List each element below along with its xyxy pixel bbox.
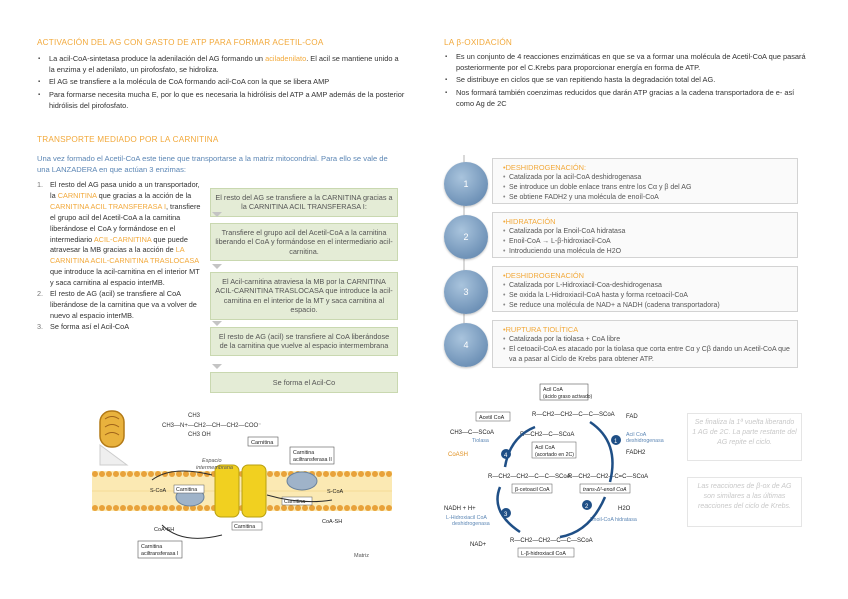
svg-text:Carnitina: Carnitina xyxy=(141,544,163,550)
svg-text:S-CoA: S-CoA xyxy=(327,489,344,495)
transport-step-3: 3. Se forma así el Acil-CoA xyxy=(37,321,130,331)
svg-text:R—CH2—CH2—C—C—SCoA: R—CH2—CH2—C—C—SCoA xyxy=(510,538,593,544)
step-3-circle: 3 xyxy=(444,270,488,314)
svg-text:CoASH: CoASH xyxy=(448,452,469,458)
beta-bullet-2: ▪ Se distribuye en ciclos que se van repitiendo hasta la degradación total del AG. xyxy=(444,75,806,86)
svg-text:Acil CoA: Acil CoA xyxy=(626,432,647,438)
flow-box-3: El Acil-carnitina atraviesa la MB por la CARNITINA ACIL-CARNITINA TRASLOCASA que introduce la acil-carnitina en el interior de la MT y saca carnitina al espacio. xyxy=(210,272,398,320)
svg-text:Acil CoA: Acil CoA xyxy=(535,445,555,451)
svg-text:R—CH2—CH2—C—C—SCoA: R—CH2—CH2—C—C—SCoA xyxy=(488,474,571,480)
beta-list xyxy=(444,52,806,112)
svg-text:3: 3 xyxy=(504,512,508,518)
svg-text:R—CH2—C—SCoA: R—CH2—C—SCoA xyxy=(520,432,575,438)
svg-text:NADH + H+: NADH + H+ xyxy=(444,506,476,512)
beta-oxidation-diagram xyxy=(440,382,680,562)
svg-text:Acetil CoA: Acetil CoA xyxy=(479,415,505,421)
svg-text:CH3 OH: CH3 OH xyxy=(188,432,211,438)
flow-arrow-2 xyxy=(212,264,222,269)
svg-text:(ácido graso activado): (ácido graso activado) xyxy=(543,394,593,400)
flow-arrow-3 xyxy=(212,321,222,326)
svg-text:4: 4 xyxy=(504,453,508,459)
svg-text:CH3—N+—CH2—CH—CH2—COO⁻: CH3—N+—CH2—CH—CH2—COO⁻ xyxy=(162,423,262,429)
step-3-box: •DESHIDROGENACIÓN • Catalizada por L-Hidroxiacil-Coa-deshidrogenasa • Se oxida la L-Hidroxiacil-CoA hasta y forma rcetoacil-CoA • Se reduce una molécula de NAD+ a NADH (cadena transportadora) xyxy=(492,266,798,312)
svg-text:CoA-SH: CoA-SH xyxy=(322,519,343,525)
svg-text:Acil CoA: Acil CoA xyxy=(543,387,563,393)
svg-text:CH3—C—SCoA: CH3—C—SCoA xyxy=(450,430,495,436)
beta-bullet-1: ▪ Es un conjunto de 4 reacciones enzimáticas en que se va a formar una molécula de Acetil-CoA que pasará posteriormente por el C.Krebs para proporcionar energía en forma de ATP. xyxy=(444,52,806,73)
svg-text:aciltransferasa II: aciltransferasa II xyxy=(293,457,332,463)
mitochondrion-icon xyxy=(100,411,127,465)
svg-text:(acortado en 2C): (acortado en 2C) xyxy=(535,452,574,458)
svg-text:Carnitina: Carnitina xyxy=(251,440,274,446)
step-4-circle: 4 xyxy=(444,323,488,367)
svg-text:L-β-hidroxiacil CoA: L-β-hidroxiacil CoA xyxy=(521,551,566,557)
svg-text:Enoil-CoA hidratasa: Enoil-CoA hidratasa xyxy=(590,517,637,523)
step-4-title: •RUPTURA TIOLÍTICA xyxy=(503,325,579,334)
step-3-title: •DESHIDROGENACIÓN xyxy=(503,271,585,280)
step-number: 2. xyxy=(37,289,44,299)
transport-step-2: 2. El resto de AG (acil) se transfiere al CoA liberándose de la carnitina que va a volver de nuevo al espacio interMB. xyxy=(37,289,197,320)
translocase-left xyxy=(215,465,239,517)
svg-text:β-cetoacil CoA: β-cetoacil CoA xyxy=(515,487,550,493)
svg-text:S-CoA: S-CoA xyxy=(150,488,167,494)
transport-intro: Una vez formado el Acetil-CoA este tiene que transportarse a la matriz mitocondrial. Para ello se vale de una LANZADERA en que actúan 3 enzimas: xyxy=(37,154,388,174)
flow-box-2: Transfiere el grupo acil del Acetil-CoA a la carnitina liberando el CoA y formándose en el intermediario acil-carnitina. xyxy=(210,223,398,261)
step-1-box: •DESHIDROGENACIÓN: • Catalizada por la acil-CoA deshidrogenasa • Se introduce un doble enlace trans entre los Cα y β del AG • Se obtiene FADH2 y una molécula de enoíl-CoA xyxy=(492,158,798,204)
svg-text:NAD+: NAD+ xyxy=(470,542,487,548)
svg-text:deshidrogenasa: deshidrogenasa xyxy=(626,438,664,444)
svg-text:Matriz: Matriz xyxy=(354,553,369,559)
step-4-box: •RUPTURA TIOLÍTICA • Catalizada por la tiolasa + CoA libre • El cetoacil-CoA es atacado por la tiolasa que corta entre Cα y Cβ dando un Acetil-CoA que va a pasar al Ciclo de Krebs para obtener ATP. xyxy=(492,320,798,368)
activation-bullet-2: ▪ El AG se transfiere a la molécula de CoA formando acil-CoA con la que se libera AMP xyxy=(37,77,405,88)
step-2-circle: 2 xyxy=(444,215,488,259)
step-1-title: •DESHIDROGENACIÓN: xyxy=(503,163,587,172)
arrow-step1 xyxy=(590,422,613,482)
svg-text:deshidrogenasa: deshidrogenasa xyxy=(452,521,490,527)
transport-title: TRANSPORTE MEDIADO POR LA CARNITINA xyxy=(37,135,219,144)
svg-text:aciltransferasa I: aciltransferasa I xyxy=(141,551,179,557)
svg-text:CoA-SH: CoA-SH xyxy=(154,527,175,533)
svg-text:CH3: CH3 xyxy=(188,413,201,419)
flow-box-4: El resto de AG (acil) se transfiere al CoA liberándose de la carnitina que vuelve al espacio intermembrana xyxy=(210,327,398,356)
step-number: 3. xyxy=(37,321,44,331)
svg-text:FAD: FAD xyxy=(626,414,638,420)
svg-text:R—CH2—CH2—C=C—SCoA: R—CH2—CH2—C=C—SCoA xyxy=(568,474,649,480)
svg-text:2: 2 xyxy=(585,504,589,510)
activation-bullet-1: ▪ La acil-CoA-sintetasa produce la adenilación del AG formando un aciladenilato. El acil se mantiene unido a la enzima y el adenilato, un pirofosfato, se hidroliza. xyxy=(37,54,405,75)
step-1-circle: 1 xyxy=(444,162,488,206)
step-2-box: •HIDRATACIÓN • Catalizada por la Enoil-CoA hidratasa • Enoil-CoA → L-β-hidroxiacil-CoA • Introduciendo una molécula de H2O xyxy=(492,212,798,258)
svg-text:R—CH2—CH2—C—C—SCoA: R—CH2—CH2—C—C—SCoA xyxy=(532,412,615,418)
beta-bullet-3: ▪ Nos formará también coenzimas reducidos que darán ATP gracias a la cadena transportadora de e- así como Ag de 2C xyxy=(444,88,806,109)
cat2-enzyme xyxy=(287,472,317,490)
svg-text:FADH2: FADH2 xyxy=(626,450,646,456)
svg-text:trans-Δ²-enoil CoA: trans-Δ²-enoil CoA xyxy=(583,487,627,493)
svg-text:Espacio: Espacio xyxy=(202,458,222,464)
step-number: 1. xyxy=(37,180,44,189)
svg-text:Carnitina: Carnitina xyxy=(284,499,306,505)
transport-steps xyxy=(37,180,201,333)
flow-box-1: El resto del AG se transfiere a la CARNITINA gracias a la CARNITINA ACIL TRANSFERASA I: xyxy=(210,188,398,217)
ghost-note-2: Las reacciones de β-ox de AG son similares a las últimas reacciones del ciclo de Krebs. xyxy=(687,477,802,527)
flow-arrow-4 xyxy=(212,364,222,369)
svg-text:Carnitina: Carnitina xyxy=(293,450,315,456)
step-2-title: •HIDRATACIÓN xyxy=(503,217,556,226)
translocase-right xyxy=(242,465,266,517)
svg-text:1: 1 xyxy=(614,439,618,445)
svg-text:H2O: H2O xyxy=(618,506,631,512)
svg-text:L-Hidroxiacil CoA: L-Hidroxiacil CoA xyxy=(446,515,487,521)
flow-box-5: Se forma el Acil-Co xyxy=(210,372,398,393)
svg-text:Tiolasa: Tiolasa xyxy=(472,438,489,444)
transport-step-1: 1. El resto del AG pasa unido a un transportador, la CARNITINA que gracias a la acción de la CARNITINA ACIL TRANSFERASA I, transfiere el grupo acil del Acetil-CoA a la carnitina liberándose el CoA y formándose en el intermediario ACIL-CARNITINA que puede atravesar la MB gracias a la acción de LA CARNITINA ACIL-CARNITINA TRASLOCASA que introduce la acil-carnitina en el interior MT y saca carnitina al espacio interMB. xyxy=(37,180,201,288)
activation-list xyxy=(37,54,405,114)
ghost-note-1: Se finaliza la 1ª vuelta liberando 1 AG de 2C. La parte restante del AG repite el ciclo. xyxy=(687,413,802,461)
activation-bullet-3: ▪ Para formarse necesita mucha E, por lo que es necesaria la hidrólisis del ATP a AMP además de la posterior hidrólisis del pirofosfato. xyxy=(37,90,405,111)
beta-title: LA β-OXIDACIÓN xyxy=(444,38,513,47)
carnitine-shuttle-diagram xyxy=(92,405,392,565)
svg-text:Carnitina: Carnitina xyxy=(234,524,256,530)
svg-text:Carnitina: Carnitina xyxy=(176,487,198,493)
flow-arrow-1 xyxy=(212,212,222,217)
svg-text:intermembrana: intermembrana xyxy=(196,465,233,471)
activation-title: ACTIVACIÓN DEL AG CON GASTO DE ATP PARA FORMAR ACETIL-COA xyxy=(37,38,324,47)
